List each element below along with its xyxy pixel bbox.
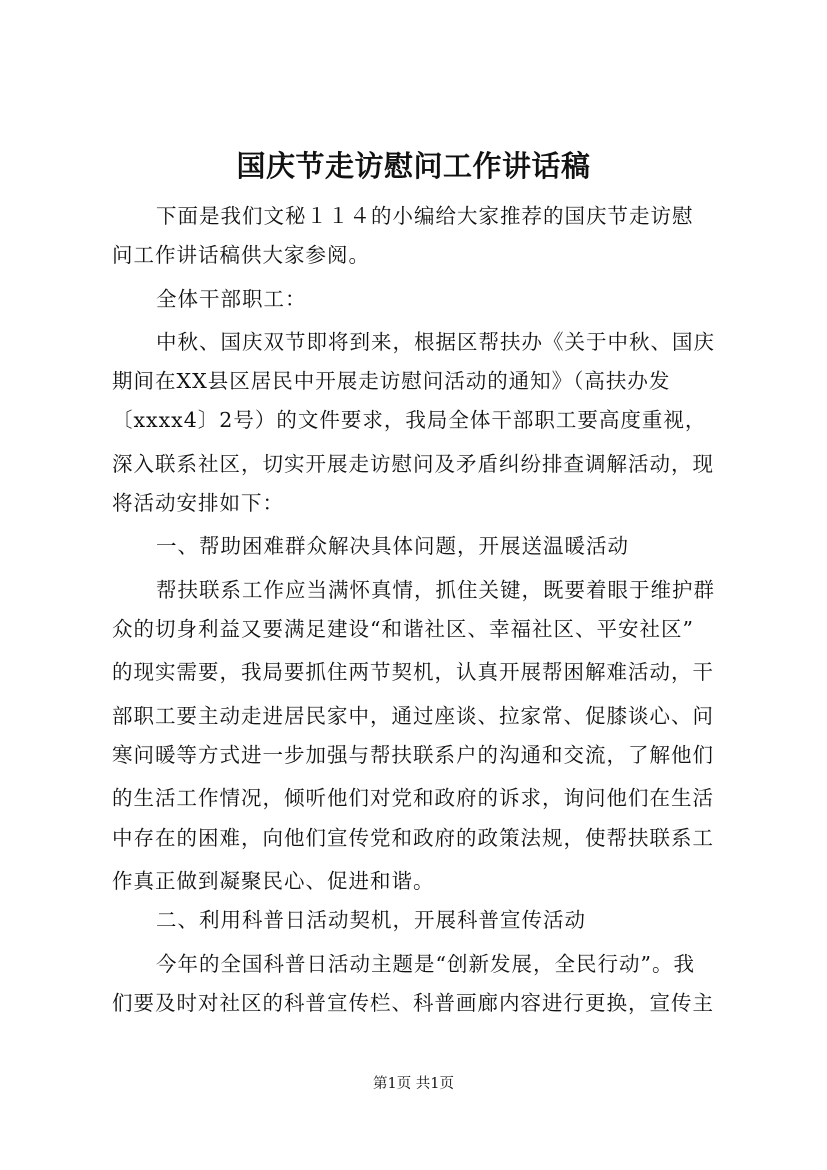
paragraph-line: 作真正做到凝聚民心、促进和谐。 (112, 869, 435, 893)
paragraph-line: 问工作讲话稿供大家参阅。 (112, 243, 370, 267)
paragraph-line: 今年的全国科普日活动主题是“创新发展，全民行动”。我 (156, 952, 695, 976)
paragraph-line: 全体干部职工： (156, 287, 307, 311)
section-heading: 一、帮助困难群众解决具体问题，开展送温暖活动 (156, 534, 629, 558)
document-title: 国庆节走访慰问工作讲话稿 (236, 149, 591, 183)
paragraph-line: 中存在的困难，向他们宣传党和政府的政策法规，使帮扶联系工 (112, 826, 714, 850)
paragraph-line: 〔xxxx4〕2号）的文件要求，我局全体干部职工要高度重视， (112, 408, 707, 432)
paragraph-line: 中秋、国庆双节即将到来，根据区帮扶办《关于中秋、国庆 (156, 330, 715, 354)
paragraph-line: 寒问暖等方式进一步加强与帮扶联系户的沟通和交流，了解他们 (112, 743, 714, 767)
paragraph-line: 将活动安排如下： (112, 491, 284, 515)
paragraph-line: 部职工要主动走进居民家中，通过座谈、拉家常、促膝谈心、问 (112, 704, 714, 728)
paragraph-line: 的生活工作情况，倾听他们对党和政府的诉求，询问他们在生活 (112, 786, 714, 810)
page-footer: 第1页 共1页 (372, 1076, 455, 1092)
paragraph-line: 帮扶联系工作应当满怀真情，抓住关键，既要着眼于维护群 (156, 578, 715, 602)
paragraph-line: 期间在XX县区居民中开展走访慰问活动的通知》（高扶办发 (112, 369, 671, 393)
paragraph-line: 的现实需要，我局要抓住两节契机，认真开展帮困解难活动，干 (112, 660, 714, 684)
paragraph-line: 下面是我们文秘１１４的小编给大家推荐的国庆节走访慰 (156, 204, 694, 228)
paragraph-line: 众的切身利益又要满足建设“和谐社区、幸福社区、平安社区” (112, 617, 694, 641)
section-heading: 二、利用科普日活动契机，开展科普宣传活动 (156, 908, 586, 932)
paragraph-line: 们要及时对社区的科普宣传栏、科普画廊内容进行更换，宣传主 (112, 991, 714, 1015)
paragraph-line: 深入联系社区，切实开展走访慰问及矛盾纠纷排查调解活动，现 (112, 452, 714, 476)
